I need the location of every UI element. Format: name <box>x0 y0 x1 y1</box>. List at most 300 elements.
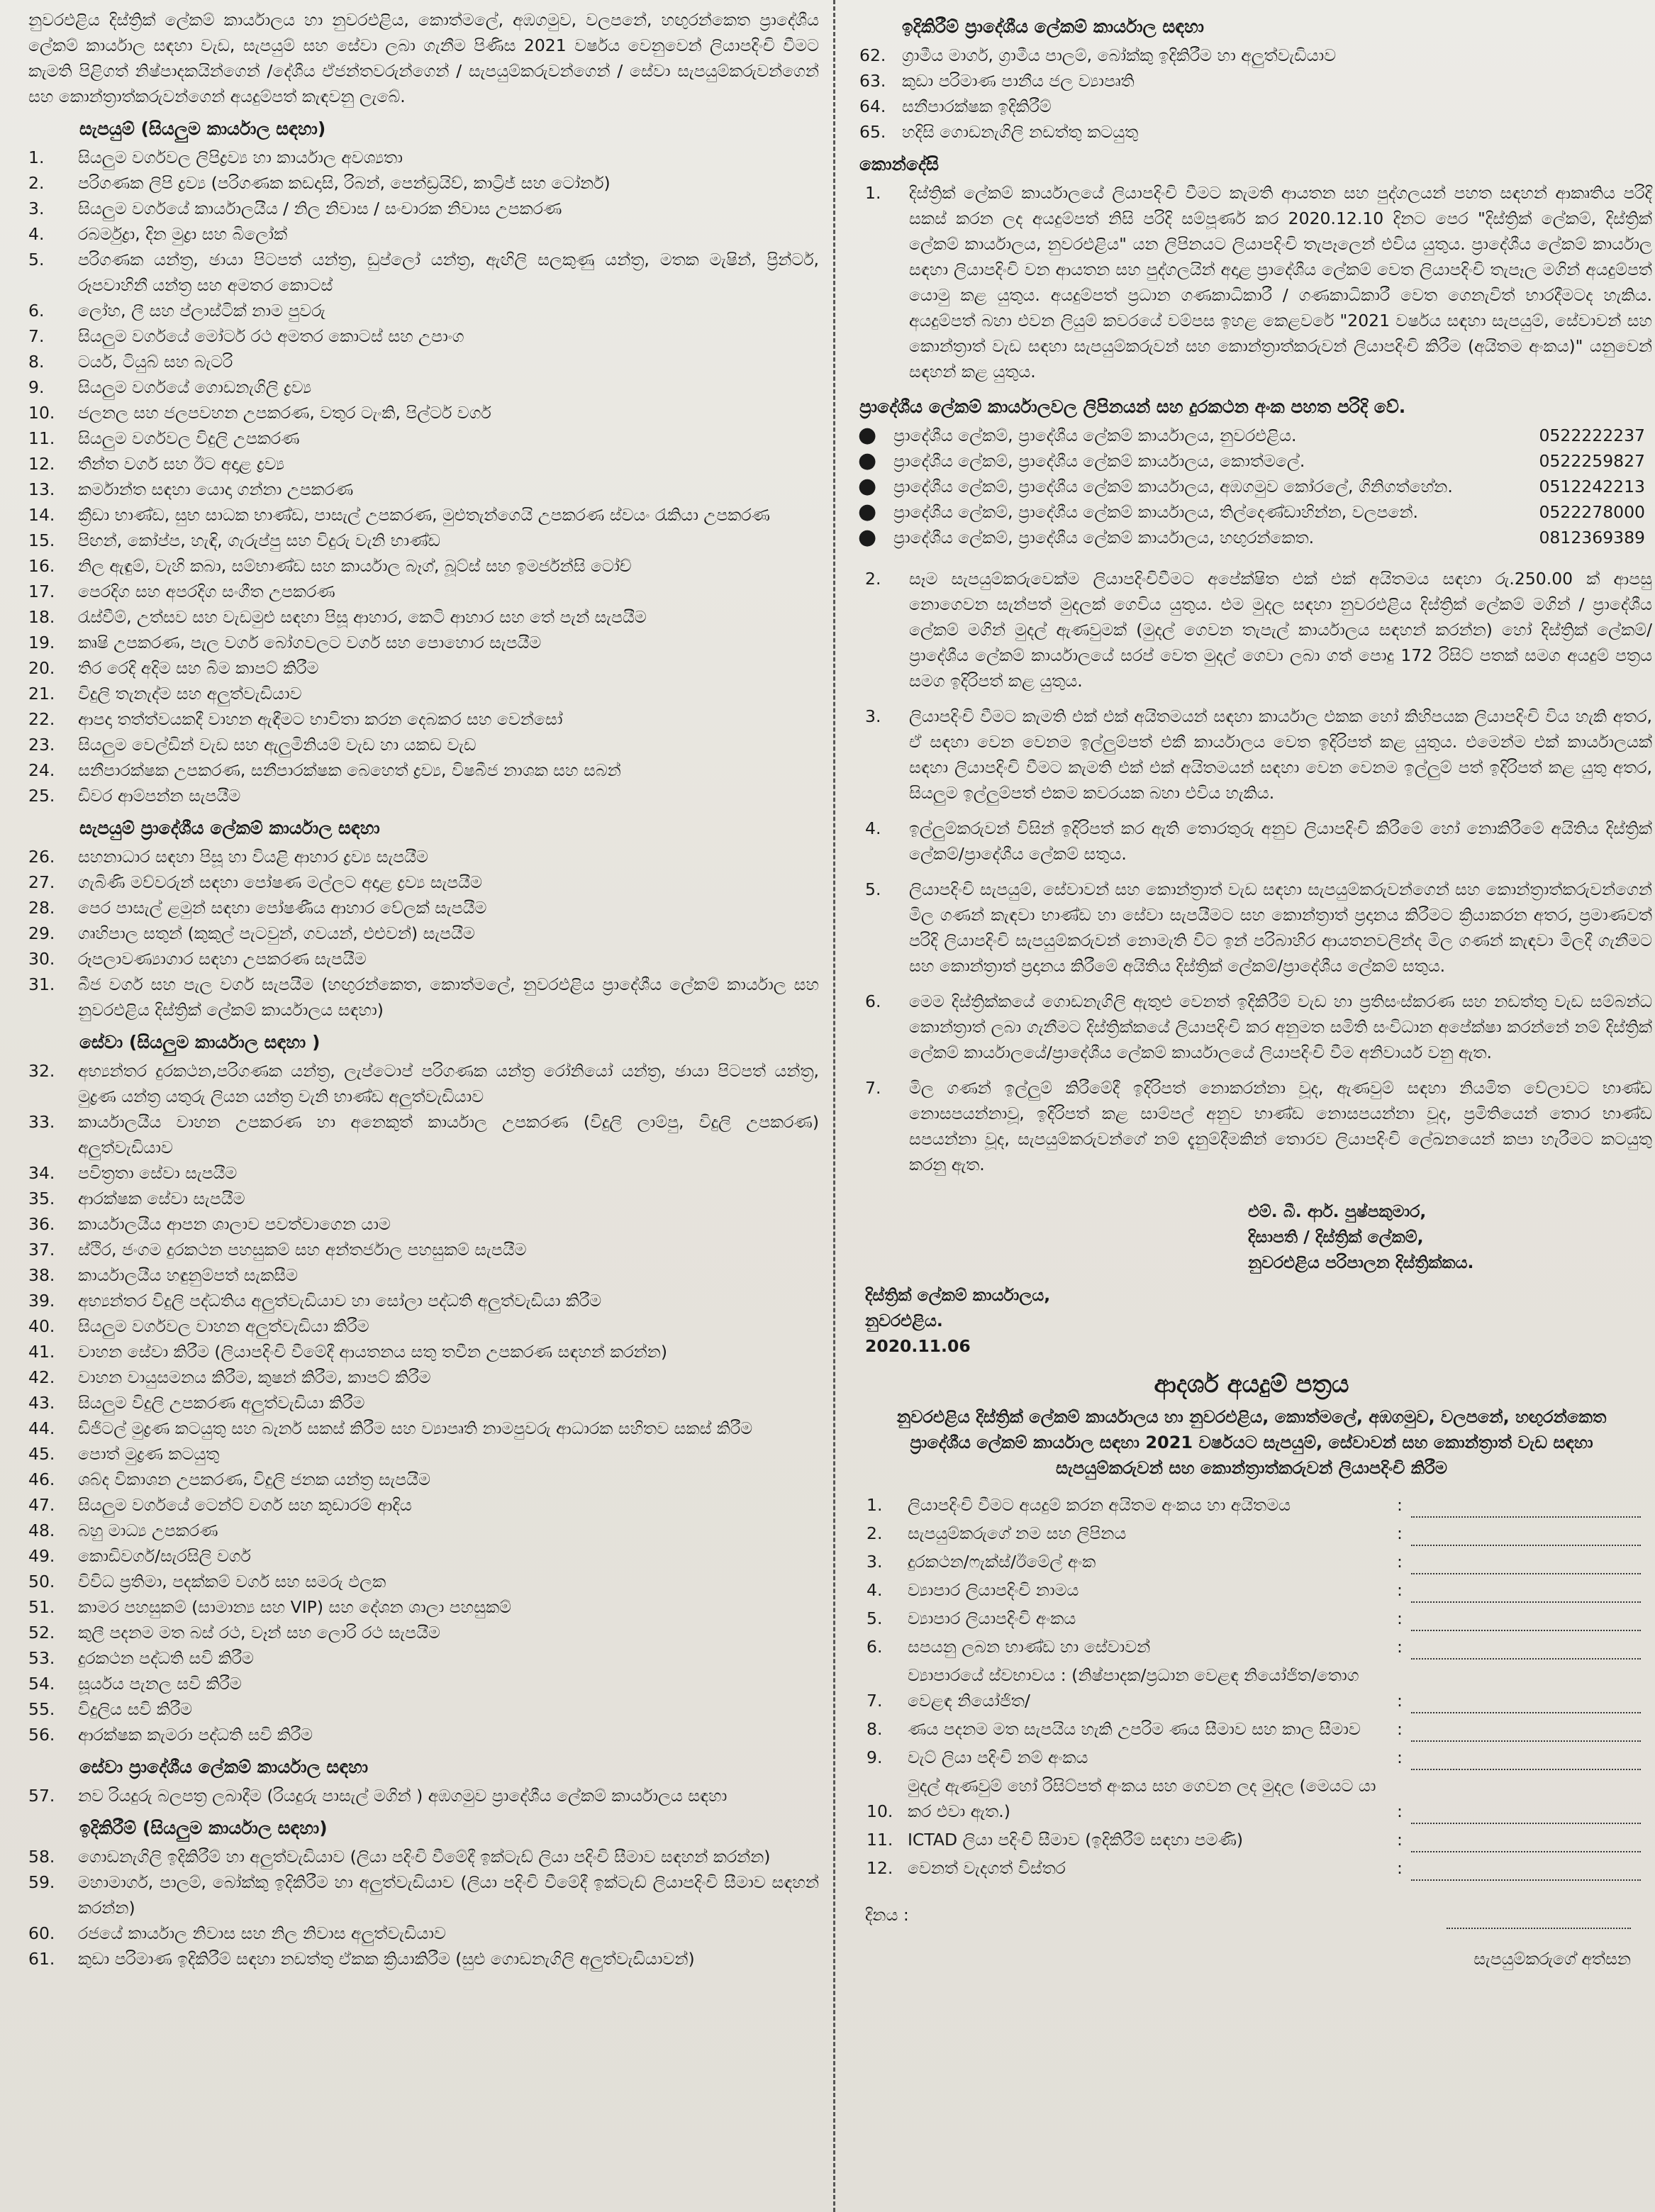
list-item <box>28 1492 819 1518</box>
item-text: සනීපාරක්ෂක උපකරණ, සනීපාරක්ෂක බෙහෙත් ද්‍රව්‍ය, විෂබීජ නාශක සහ සබන් <box>78 760 621 780</box>
office-address-text: ප්‍රාදේශීය ලේකම්, ප්‍රාදේශීය ලේකම් කාර්යාලය, අඹගමුව කෝරලේ, ගිනිගත්හේන. <box>893 477 1453 496</box>
item-text: තීන්ත වර්ග සහ ඊට අදාළ ද්‍රව්‍ය <box>78 454 285 474</box>
item-text: ඩිවර ආම්පන්න සැපයීම <box>78 786 241 806</box>
item-number: 19. <box>28 633 55 652</box>
list-item <box>28 400 819 426</box>
list-item <box>28 1339 819 1365</box>
column-divider <box>833 0 835 2212</box>
item-number: 21. <box>28 684 55 704</box>
list-item <box>28 323 819 349</box>
list-item <box>28 1869 819 1921</box>
condition-number: 7. <box>865 1078 881 1098</box>
list-item <box>28 1946 819 1972</box>
item-number: 17. <box>28 582 55 601</box>
item-text: කොඩිවර්ග/සැරසිලි වර්ග <box>78 1546 251 1566</box>
list-item <box>28 170 819 196</box>
list-item <box>28 477 819 502</box>
item-number: 61. <box>28 1949 55 1969</box>
field-number: 7. <box>866 1691 883 1711</box>
condition-text: ලියාපදිංචි වීමට කැමති එක් එක් අයිතමයන් සඳහා කාර්යාල එකක හෝ කිහිපයක ලියාපදිංචි විය හැකි අතර, ඒ සඳහා වෙන වෙනම ඉල්ලුම්පත් එකී කාර්යාලය වෙත ඉදිරිපත් කළ යුතුය. එමෙන්ම එක් කාර්යාලයක් සඳහා ලියාපදිංචි වීමට කැමති එක් එක් අයිතමයන් සඳහා වෙන වෙනම ඉල්ලුම් පත් ඉදිරිපත් කළ යුතු අතර, සියලුම ඉල්ලුම්පත් එකම කවරයක බහා එවිය හැකිය. <box>909 706 1652 803</box>
item-number: 42. <box>28 1367 55 1387</box>
field-colon: : <box>1397 1747 1403 1767</box>
item-text: ස්ථිර, ජංගම දුරකථන පහසුකම් සහ අන්තර්ජාල පහසුකම් සැපයීම <box>78 1240 527 1260</box>
item-number: 3. <box>28 199 45 218</box>
intro-paragraph: නුවරඑළිය දිස්ත්‍රික් ලේකම් කාර්යාලය හා නුවරඑළිය, කොත්මලේ, අඹගමුව, වලපනේ, හඟුරන්කෙත ප්‍රාදේශීය ලේකම් කාර්යාල සඳහා වැඩ, සැපයුම් සහ සේවා ලබා ගැනීම පිණිස 2021 වර්ෂය වෙනුවෙන් ලියාපදිංචි වීමට කැමති පිළිගත් නිෂ්පාදකයින්ගෙන් /දේශීය ඒජන්තවරුන්ගෙන් / සැපයුම්කරුවන්ගෙන් / සේවා සැපයුම්කරුවන්ගෙන් සහ කොන්ත්‍රාත්කරුවන්ගෙන් අයදුම්පත් කැඳවනු ලැබේ. <box>28 10 819 106</box>
item-number: 44. <box>28 1418 55 1438</box>
list-item <box>28 1237 819 1262</box>
field-blank-line[interactable] <box>1411 1833 1641 1852</box>
item-text: සහනාධාර සඳහා පිසූ හා වියළි ආහාර ද්‍රව්‍ය සැපයීම <box>78 847 428 867</box>
item-text: පරිගණක ලිපි ද්‍රව්‍ය (පරිගණක කඩදාසි, රිබන්, පෙන්ඩ්‍රයිව්, කාට්‍රිජ් සහ ටෝනර්) <box>78 173 611 193</box>
office-address-text: ප්‍රාදේශීය ලේකම්, ප්‍රාදේශීය ලේකම් කාර්යාලය, නුවරඑළිය. <box>893 426 1297 445</box>
list-item <box>851 94 1652 119</box>
item-text: පෙරදිග සහ අපරදිග සංගීත උපකරණ <box>78 582 335 601</box>
list-item <box>28 426 819 451</box>
list-item <box>28 1467 819 1492</box>
list-item <box>28 349 819 374</box>
field-number: 4. <box>866 1580 883 1600</box>
item-number: 60. <box>28 1923 55 1943</box>
item-number: 35. <box>28 1189 55 1208</box>
list-item <box>28 655 819 681</box>
item-number: 40. <box>28 1316 55 1336</box>
form-field-row <box>851 1634 1652 1660</box>
list-item <box>28 1441 819 1467</box>
item-text: පරිගණක යන්ත්‍ර, ඡායා පිටපත් යන්ත්‍ර, ඩුප්ලෝ යන්ත්‍ර, ඇඟිලි සලකුණු යන්ත්‍ර, මතක මැෂින්, ප්‍රින්ටර්, රූපවාහිනී යන්ත්‍ර සහ අමතර කොටස් <box>78 250 819 295</box>
form-field-row <box>851 1827 1652 1852</box>
field-label: සැපයුම්කරුගේ නම සහ ලිපිනය <box>908 1523 1127 1543</box>
condition-item <box>851 816 1652 867</box>
section-heading: සැපයුම් (සියලුම කාර්යාල සඳහා) <box>79 118 326 139</box>
list-item <box>28 1262 819 1288</box>
item-number: 49. <box>28 1546 55 1566</box>
conditions-list <box>851 566 1652 1177</box>
list-item <box>28 451 819 477</box>
signatory-title: දිසාපති / දිස්ත්‍රික් ලේකම්, <box>1248 1227 1424 1247</box>
bullet-icon: ● <box>858 525 877 550</box>
list-item <box>28 553 819 579</box>
field-number: 12. <box>866 1858 893 1878</box>
item-number: 45. <box>28 1444 55 1464</box>
condition-text: සෑම සැපයුම්කරුවෙක්ම ලියාපදිංචිවීමට අපේක්ෂිත එක් එක් අයිතමය සඳහා රු.250.00 ක් ආපසු නොගෙවන සැන්පත් මුදලක් ගෙවිය යුතුය. එම මුදල සඳහා නුවරඑළිය දිස්ත්‍රික් ලේකම් මගින් / ප්‍රාදේශීය ලේකම් මගින් මුදල් ඇණවුමක් (මුදල් ගෙවන තැපැල් කාර්යාලය සඳහන් කරන්න) හෝ දිස්ත්‍රික් ලේකම්/ ප්‍රාදේශීය ලේකම් කාර්යාලයේ සරප් වෙත මුදල් ගෙවා ලබා ගත් පොදු 172 රිසිට් පතක් සමග අයදුම් පත්‍රය සමග ඉදිරිපත් කළ යුතුය. <box>909 569 1652 691</box>
item-text: සියලුම වර්ගවල විදුලි උපකරණ <box>78 428 300 448</box>
item-number: 20. <box>28 658 55 678</box>
field-label: ලියාපදිංචි වීමට අයදුම් කරන අයිතම අංකය හා අයිතමය <box>908 1495 1291 1515</box>
item-number: 27. <box>28 872 55 892</box>
item-number: 14. <box>28 505 55 525</box>
item-number: 53. <box>28 1648 55 1668</box>
field-blank-line[interactable] <box>1411 1498 1641 1518</box>
item-text: සියලුම වර්ගයේ කාර්යාලයීය / නිල නිවාස / සංචාරක නිවාස උපකරණ <box>78 199 562 218</box>
item-text: රබර්මුද්‍රා, දින මුද්‍රා සහ බිලෝක් <box>78 224 288 244</box>
item-number: 6. <box>28 301 45 321</box>
field-label: සපයනු ලබන භාණ්ඩ හා සේවාවන් <box>908 1637 1151 1657</box>
list-item <box>28 145 819 170</box>
item-text: රැස්වීම්, උත්සව සහ වැඩමුළු සඳහා පිසූ ආහාර, කෙටි ආහාර සහ තේ පැන් සැපයීම <box>78 607 647 627</box>
signature-row <box>851 1946 1652 1972</box>
field-colon: : <box>1397 1858 1403 1878</box>
signature-label: සැපයුම්කරුගේ අත්සන <box>1473 1949 1631 1969</box>
list-item <box>28 221 819 247</box>
construction-ds-heading: ඉදිකිරීම් ප්‍රාදේශීය ලේකම් කාර්යාල සඳහා <box>902 16 1204 37</box>
list-item <box>28 869 819 895</box>
list-item <box>28 1365 819 1390</box>
list-item <box>28 1313 819 1339</box>
list-item <box>28 681 819 706</box>
list-item <box>28 579 819 604</box>
item-text: ඩිජිටල් මුද්‍රණ කටයුතු සහ බැනර් සකස් කිරීම සහ ව්‍යාපෘති නාමපුවරු ආධාරක සහිතව සකස් කිරීම <box>78 1418 753 1438</box>
item-text: කෘෂි උපකරණ, පැල වර්ග බෝගවලට වර්ග සහ පොහොර සැපයීම <box>78 633 542 652</box>
list-item <box>28 374 819 400</box>
field-colon: : <box>1397 1719 1403 1739</box>
field-label: ණය පදනම මත සැපයිය හැකි උපරිම ණය සීමාව සහ කාල සීමාව <box>908 1719 1361 1739</box>
item-text: කාමර පහසුකම් (සාමාන්‍ය සහ VIP) සහ දේශන ශාලා පහසුකම් <box>78 1597 512 1617</box>
field-colon: : <box>1397 1608 1403 1628</box>
condition-text: මිල ගණන් ඉල්ලුම් කිරීමේදී ඉදිරිපත් නොකරන්නා වූද, ඇණවුම් සඳහා නියමිත වේලාවට භාණ්ඩ නොසපයන්නාවූ, ඉදිරිපත් කළ සාම්පල් අනුව භාණ්ඩ නොසපයන්නා වූද, ප්‍රමිතියෙන් තොර භාණ්ඩ සපයන්නා වූද, සැපයුම්කරුවන්ගේ නම් දැනුම්දීමකින් තොරව ලියාපදිංචි ලේඛනයෙන් කපා හැරීමට කටයුතු කරනු ඇත. <box>909 1078 1652 1174</box>
field-blank-line[interactable] <box>1411 1804 1641 1824</box>
application-form-fields <box>851 1492 1652 1881</box>
phone-number: 0512242213 <box>1539 477 1645 496</box>
item-text: කුඩා පරිමාණ පානීය ජල ව්‍යාපෘති <box>902 71 1135 91</box>
list-item <box>28 1518 819 1543</box>
office-phone-row <box>858 474 1652 499</box>
field-colon: : <box>1397 1801 1403 1821</box>
item-text: තිර රෙදි අදිම සහ බිම කාපට් කිරීම <box>78 658 319 678</box>
left-column <box>28 7 819 2205</box>
list-item <box>28 1844 819 1869</box>
office-town: නුවරඑළිය. <box>865 1311 943 1330</box>
item-number: 65. <box>859 122 886 142</box>
form-field-row <box>851 1521 1652 1546</box>
construction-ds-list <box>851 43 1652 145</box>
phone-number: 0812369389 <box>1539 528 1645 548</box>
signatory-name: එම්. බී. ආර්. පුෂ්පකුමාර, <box>1248 1201 1427 1221</box>
condition-number: 1. <box>865 183 881 203</box>
list-item <box>28 528 819 553</box>
item-number: 62. <box>859 45 886 65</box>
item-number: 2. <box>28 173 45 193</box>
item-number: 58. <box>28 1847 55 1867</box>
field-blank-line[interactable] <box>1411 1861 1641 1881</box>
list-item <box>28 895 819 921</box>
item-number: 9. <box>28 377 45 397</box>
date-row <box>851 1902 1652 1928</box>
item-text: නිල ඇඳුම්, වැහි කබා, සම්භාණ්ඩ සහ කාර්යාල බෑග්, බූට්ස් සහ ඉමර්ජන්සි ටෝච් <box>78 556 632 576</box>
item-text: නව රියදුරු බලපත්‍ර ලබාදීම (රියදුරු පාසැල් මගින් ) අඹගමුව ප්‍රාදේශීය ලේකම් කාර්යාලය සඳහා <box>78 1786 728 1806</box>
list-item <box>28 732 819 757</box>
item-number: 22. <box>28 709 55 729</box>
item-text: කුලී පදනම මත බස් රථ, වෑන් සහ ලොරි රථ සැපයීම <box>78 1623 440 1643</box>
item-number: 23. <box>28 735 55 755</box>
field-blank-line[interactable] <box>1411 1583 1641 1603</box>
list-item <box>28 706 819 732</box>
list-item <box>28 630 819 655</box>
item-text: කාර්යාලයීය ආපන ශාලාව පවත්වාගෙන යාම <box>78 1214 391 1234</box>
list-item <box>28 502 819 528</box>
condition-text: ලියාපදිංචි සැපයුම්, සේවාවන් සහ කොන්ත්‍රාත් වැඩ සඳහා සැපයුම්කරුවන්ගෙන් සහ කොන්ත්‍රාත්කරුවන්ගෙන් මිල ගණන් කැඳවා භාණ්ඩ හා සේවා සැපයීමට සහ කොන්ත්‍රාත් ප්‍රදානය කිරීමට ක්‍රියාකරන අතර, ප්‍රමාණවත් පරිදි ලියාපදිංචි සැපයුම්කරුවන් නොමැති විට ඉන් පරිබාහිර ආයතනවලින්ද මිල ගණන් කැඳවා මිලදී ගැනීමට සහ කොන්ත්‍රාත් ප්‍රදානය කිරීමේ අයිතිය දිස්ත්‍රික් ලේකම්/ප්‍රාදේශීය ලේකම් සතුය. <box>909 879 1652 976</box>
field-colon: : <box>1397 1495 1403 1515</box>
office-phone-row <box>858 525 1652 550</box>
item-text: බහු මාධ්‍ය උපකරණ <box>78 1521 218 1540</box>
item-number: 37. <box>28 1240 55 1260</box>
list-item <box>28 1160 819 1186</box>
item-text: ගෘහිපාල සතුන් (කුකුල් පැටවුන්, ගවයන්, එළුවන්) සැපයීම <box>78 923 475 943</box>
field-number: 3. <box>866 1552 883 1572</box>
list-item <box>28 757 819 783</box>
item-number: 51. <box>28 1597 55 1617</box>
item-text: පෙර පාසැල් ළමුන් සඳහා පෝෂණීය ආහාර වේලක් සැපයීම <box>78 898 487 918</box>
condition-text: මෙම දිස්ත්‍රික්කයේ ගොඩනැගිලි ඇතුළු වෙනත් ඉදිකිරීම් වැඩ හා ප්‍රතිසංස්කරණ සහ නඩත්තු වැඩ සම්බන්ධ කොන්ත්‍රාත් ලබා ගැනීමට දිස්ත්‍රික්කයේ ලියාපදිංචි කර අනුමත සමිති සංවිධාන අපේක්ෂා කරන්නේ නම් දිස්ත්‍රික් ලේකම් කාර්යාලයේ/ප්‍රාදේශීය ලේකම් කාර්යාලයේ ලියාපදිංචි වීම අනිවාර්ය වනු ඇත. <box>909 991 1652 1062</box>
item-text: ආරක්ෂක සේවා සැපයීම <box>78 1189 245 1208</box>
list-item <box>28 844 819 869</box>
item-number: 1. <box>28 148 45 167</box>
condition-text: ඉල්ලුම්කරුවන් විසින් ඉදිරිපත් කර ඇති තොරතුරු අනුව ලියාපදිංචි කිරීමේ හෝ නොකිරීමේ අයිතිය දිස්ත්‍රික් ලේකම්/ප්‍රාදේශීය ලේකම් සතුය. <box>909 818 1652 864</box>
item-number: 4. <box>28 224 45 244</box>
item-number: 5. <box>28 250 45 269</box>
item-text: ටයර්, ටියුබ් සහ බැටරි <box>78 352 233 372</box>
item-text: දුරකථන පද්ධති සවි කිරීම <box>78 1648 254 1668</box>
item-text: හදිසි ගොඩනැගිලි නඩත්තු කටයුතු <box>902 122 1139 142</box>
field-label: වැට් ලියා පදිංචි නම් අංකය <box>908 1747 1088 1767</box>
condition-number: 6. <box>865 991 881 1011</box>
item-number: 38. <box>28 1265 55 1285</box>
list-item <box>28 1921 819 1946</box>
list-item <box>28 196 819 221</box>
item-text: සියලුම වර්ගවල ලිපිද්‍රව්‍ය හා කාර්යාල අවශ්‍යතා <box>78 148 403 167</box>
item-number: 36. <box>28 1214 55 1234</box>
form-field-row <box>851 1606 1652 1631</box>
item-number: 8. <box>28 352 45 372</box>
list-item <box>28 1211 819 1237</box>
field-blank-line[interactable] <box>1411 1555 1641 1574</box>
item-number: 12. <box>28 454 55 474</box>
form-field-row <box>851 1773 1652 1824</box>
section-heading: සැපයුම් ප්‍රාදේශීය ලේකම් කාර්යාල සඳහා <box>79 818 380 838</box>
form-title: ආදර්ශ අයදුම් පත්‍රය <box>1154 1370 1349 1399</box>
list-item <box>28 1671 819 1696</box>
list-item <box>28 1186 819 1211</box>
item-text: ආරක්ෂක කැමරා පද්ධති සවි කිරීම <box>78 1725 313 1745</box>
item-text: ජලනල සහ ජලපවහන උපකරණ, වතුර ටැංකි, පිල්ටර් වර්ග <box>78 403 491 423</box>
item-text: කාර්යාලයීය වාහන උපකරණ හා අනෙකුත් කාර්යාල උපකරණ (විදුලි ලාම්පු, විදුලි උපකරණ) අලුත්වැඩියාව <box>78 1112 819 1157</box>
item-text: ගොඩනැගිලි ඉදිකිරීම් හා අලුත්වැඩියාව (ලියා පදිංචි වීමේදී ඉක්ටැඩ් ලියා පදිංචි සීමාව සඳහන් කරන්න) <box>78 1847 771 1867</box>
condition-number: 3. <box>865 706 881 726</box>
form-field-row <box>851 1662 1652 1713</box>
condition-1 <box>851 180 1652 384</box>
left-sections <box>28 116 819 1972</box>
item-text: පිඟන්, කෝප්ප, හැඳි, ගැරුප්පු සහ විදුරු වැනි භාණ්ඩ <box>78 530 440 550</box>
list-item <box>28 1416 819 1441</box>
item-text: සනීපාරක්ෂක ඉදිකිරීම් <box>902 96 1052 116</box>
field-number: 6. <box>866 1637 883 1657</box>
field-label: වෙනත් වැදගත් විස්තර <box>908 1858 1066 1878</box>
list-item <box>28 1543 819 1569</box>
item-number: 16. <box>28 556 55 576</box>
field-number: 9. <box>866 1747 883 1767</box>
form-field-row <box>851 1549 1652 1574</box>
field-colon: : <box>1397 1637 1403 1657</box>
item-number: 28. <box>28 898 55 918</box>
condition-number: 2. <box>865 569 881 589</box>
item-number: 10. <box>28 403 55 423</box>
condition-item <box>851 1075 1652 1177</box>
field-blank-line[interactable] <box>1411 1750 1641 1770</box>
field-colon: : <box>1397 1580 1403 1600</box>
bullet-icon: ● <box>858 499 877 524</box>
list-item <box>28 783 819 808</box>
item-number: 46. <box>28 1469 55 1489</box>
field-blank-line[interactable] <box>1411 1526 1641 1546</box>
field-number: 2. <box>866 1523 883 1543</box>
list-item <box>28 946 819 972</box>
condition-item <box>851 704 1652 806</box>
item-text: සියලුම වෙල්ඩින් වැඩ සහ ඇලුමිනියම් වැඩ හා යකඩ වැඩ <box>78 735 477 755</box>
field-colon: : <box>1397 1552 1403 1572</box>
condition-item <box>851 877 1652 979</box>
section-heading: සේවා ප්‍රාදේශීය ලේකම් කාර්යාල සඳහා <box>79 1757 369 1777</box>
item-text: මහාමාර්ග, පාලම්, බෝක්කු ඉදිකිරීම හා අලුත්වැඩියාව (ලියා පදිංචි වීමේදී ඉක්ටැඩ් ලියාපදිංචි සීමාව සඳහන් කරන්න) <box>78 1872 819 1918</box>
item-number: 50. <box>28 1572 55 1591</box>
list-item <box>28 1645 819 1671</box>
list-item <box>28 298 819 323</box>
office-phone-row <box>858 499 1652 525</box>
item-number: 24. <box>28 760 55 780</box>
field-number: 10. <box>866 1801 893 1821</box>
item-number: 39. <box>28 1291 55 1311</box>
item-text: සියලුම විදුලි උපකරණ අලුත්වැඩියා කිරීම <box>78 1393 365 1413</box>
bullet-icon: ● <box>858 448 877 473</box>
item-number: 33. <box>28 1112 55 1132</box>
item-text: සූර්යය පැනල සවි කිරීම <box>78 1674 242 1694</box>
field-label: ICTAD ලියා පදිංචි සීමාව (ඉදිකිරීම් සඳහා පමණි) <box>908 1830 1244 1850</box>
item-text: අභ්‍යන්තර විදුලි පද්ධතිය අලුත්වැඩියාව හා සෝලා පද්ධති අලුත්වැඩියා කිරීම <box>78 1291 602 1311</box>
item-text: වාහන සේවා කිරීම (ලියාපදිංචි වීමේදී ආයතනය සතු තවීන උපකරණ සඳහන් කරන්න) <box>78 1342 668 1362</box>
item-number: 54. <box>28 1674 55 1694</box>
condition-number: 5. <box>865 879 881 899</box>
field-blank-line[interactable] <box>1411 1722 1641 1742</box>
office-address <box>865 1282 1652 1359</box>
list-item <box>851 43 1652 68</box>
field-label: ව්‍යාපාර ලියාපදිංචි අංකය <box>908 1608 1076 1628</box>
field-number: 1. <box>866 1495 883 1515</box>
signature-block <box>1248 1199 1652 1275</box>
list-item <box>28 1722 819 1747</box>
item-number: 41. <box>28 1342 55 1362</box>
item-text: කුඩා පරිමාණ ඉදිකිරීම් සඳහා නඩත්තු ඒකක ක්‍රියාකිරීම (සුළු ගොඩනැගිලි අලුත්වැඩියාවන්) <box>78 1949 695 1969</box>
item-number: 30. <box>28 949 55 969</box>
item-text: වාහන වායුසමනය කිරීම, කුෂන් කිරීම, කාපට් කිරීම <box>78 1367 431 1387</box>
item-number: 64. <box>859 96 886 116</box>
field-blank-line[interactable] <box>1411 1640 1641 1660</box>
list-item <box>28 1058 819 1109</box>
field-label: මුදල් ඇණවුම් හෝ රිසිට්පත් අංකය සහ ගෙවන ලද මුදල (මෙයට යා කර එවා ඇත.) <box>908 1776 1376 1821</box>
field-number: 11. <box>866 1830 893 1850</box>
date-label: දිනය : <box>865 1905 909 1925</box>
field-colon: : <box>1397 1523 1403 1543</box>
item-text: ක්‍රීඩා භාණ්ඩ, සුභ සාධක භාණ්ඩ, පාසැල් උපකරණ, මුළුතැන්ගෙයි උපකරණ ස්වයං රැකියා උපකරණ <box>78 505 770 525</box>
item-text: පොත් මුද්‍රණ කටයුතු <box>78 1444 220 1464</box>
list-item <box>28 1569 819 1594</box>
item-number: 59. <box>28 1872 55 1892</box>
item-number: 63. <box>859 71 886 91</box>
signature-line <box>1447 1928 1631 1929</box>
item-number: 43. <box>28 1393 55 1413</box>
item-number: 52. <box>28 1623 55 1643</box>
item-number: 25. <box>28 786 55 806</box>
item-number: 13. <box>28 479 55 499</box>
item-number: 18. <box>28 607 55 627</box>
list-item <box>28 1620 819 1645</box>
item-text: විවිධ ප්‍රතිමා, පදක්කම් වර්ග සහ සමරු ඵලක <box>78 1572 386 1591</box>
list-item <box>28 1594 819 1620</box>
item-text: සියලුම වර්ගවල වාහන අලුත්වැඩියා කිරීම <box>78 1316 369 1336</box>
item-number: 11. <box>28 428 55 448</box>
item-number: 57. <box>28 1786 55 1806</box>
item-text: සියලුම වර්ගයේ ටෙන්ට් වර්ග සහ කූඩාරම් ආදිය <box>78 1495 412 1515</box>
right-column <box>851 7 1652 2205</box>
item-number: 32. <box>28 1061 55 1081</box>
form-subtitle: නුවරඑළිය දිස්ත්‍රික් ලේකම් කාර්යාලය හා නුවරඑළිය, කොත්මලේ, අඹගමුව, වලපනේ, හඟුරන්කෙත ප්‍රාදේශීය ලේකම් කාර්යාල සඳහා 2021 වර්ෂයට සැපයුම්, සේවාවන් සහ කොන්ත්‍රාත් වැඩ සඳහා සැපයුම්කරුවන් සහ කොන්ත්‍රාත්කරුවන් ලියාපදිංචි කිරීම <box>896 1407 1607 1478</box>
list-item <box>28 1109 819 1160</box>
condition-item <box>851 566 1652 694</box>
bullet-icon: ● <box>858 423 877 448</box>
form-field-row <box>851 1716 1652 1742</box>
condition-item <box>851 989 1652 1065</box>
office-phone-row <box>858 423 1652 448</box>
item-text: ලෝහ, ලී සහ ප්ලාස්ටික් නාම පුවරු <box>78 301 325 321</box>
form-field-row <box>851 1577 1652 1603</box>
field-number: 8. <box>866 1719 883 1739</box>
field-blank-line[interactable] <box>1411 1694 1641 1713</box>
list-item <box>28 972 819 1023</box>
item-number: 26. <box>28 847 55 867</box>
item-number: 56. <box>28 1725 55 1745</box>
list-item <box>28 1783 819 1808</box>
field-number: 5. <box>866 1608 883 1628</box>
office-address-text: ප්‍රාදේශීය ලේකම්, ප්‍රාදේශීය ලේකම් කාර්යාලය, කොත්මලේ. <box>893 451 1305 471</box>
field-blank-line[interactable] <box>1411 1611 1641 1631</box>
item-text: සියලුම වර්ගයේ ගොඩනැගිලි ද්‍රව්‍ය <box>78 377 312 397</box>
item-number: 34. <box>28 1163 55 1183</box>
office-phone-list <box>851 423 1652 550</box>
list-item <box>28 604 819 630</box>
item-number: 55. <box>28 1699 55 1719</box>
item-text: විදුලිය සවි කිරීම <box>78 1699 193 1719</box>
item-number: 29. <box>28 923 55 943</box>
field-label: ව්‍යාපාරයේ ස්වභාවය : (නිෂ්පාදක/ප්‍රධාන වෙළඳ නියෝජිත/තොග වෙළඳ නියෝජිත/ <box>908 1665 1359 1711</box>
phone-number: 0522222237 <box>1539 426 1645 445</box>
section-heading: සේවා (සියලුම කාර්යාල සඳහා ) <box>79 1032 321 1052</box>
item-number: 47. <box>28 1495 55 1515</box>
section-heading: ඉදිකිරීම් (සියලුම කාර්යාල සඳහා) <box>79 1818 328 1838</box>
list-item <box>28 921 819 946</box>
item-number: 48. <box>28 1521 55 1540</box>
item-text: ගැබිණි මව්වරුන් සඳහා පෝෂණ මල්ලට අදාළ ද්‍රව්‍ය සැපයීම <box>78 872 482 892</box>
list-item <box>851 68 1652 94</box>
form-field-row <box>851 1855 1652 1881</box>
list-item <box>28 1288 819 1313</box>
list-item <box>28 1390 819 1416</box>
phone-number: 0522259827 <box>1539 451 1645 471</box>
office-name: දිස්ත්‍රික් ලේකම් කාර්යාලය, <box>865 1285 1051 1305</box>
item-text: විදුලි තැනැද්ම සහ අලුත්වැඩියාව <box>78 684 302 704</box>
notice-date: 2020.11.06 <box>865 1336 971 1356</box>
field-colon: : <box>1397 1830 1403 1850</box>
item-text: සියලුම වර්ගයේ මෝටර් රථ අමතර කොටස් සහ උපාංග <box>78 326 464 346</box>
item-text: පවිත්‍රතා සේවා සැපයීම <box>78 1163 238 1183</box>
list-item <box>851 119 1652 145</box>
item-text: රූපලාවණ්‍යාගාර සඳහා උපකරණ සැපයීම <box>78 949 367 969</box>
